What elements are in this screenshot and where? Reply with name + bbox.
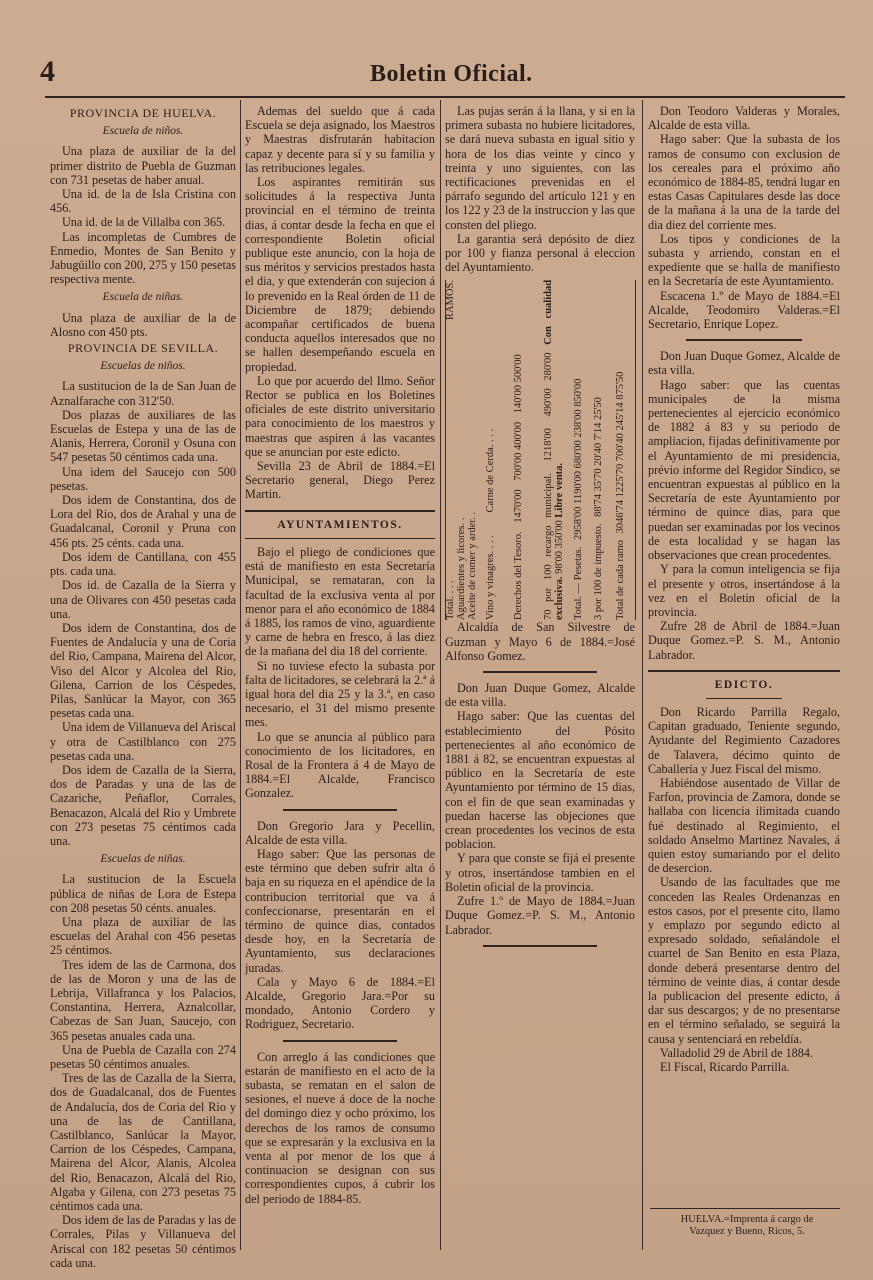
section-heading: EDICTO. [714,678,774,691]
table-cell: 140'00 [513,385,524,414]
table-subheading: Libre venta. [554,463,565,519]
table-cell: 25'50 [593,397,604,421]
table-col-total-ramo [615,280,635,620]
paragraph: Dos idem de Constantina, dos de Lora del Rio, dos de Arahal y una de Guadalcanal, Coronil y Pruna con 456 pts. 25 cénts. cada una. [50,493,236,550]
paragraph: La sustitucion de la de San Juan de Aznalfarache con 312'50. [50,379,236,408]
paragraph: Habiéndose ausentado de Villar de Farfon, provincia de Zamora, donde se hallaba con licencia ilimitada cuando fué destinado al Regimiento, el soldado Anselmo Martinez Navales, á quien estoy sumariando por el delito de desercion. [648,775,840,876]
separator-rule [483,945,597,947]
table-cell: 1470'00 [513,489,524,524]
paragraph: Bajo el pliego de condiciones que está de manifiesto en esta Secretaría Municipal, se remataran, con la facultad de la exclusiva venta al por menor para el año económico de 1884 á 1885, los ramos de vino, aguardiente y carne de hebra en fresco, á las diez de la mañana del dia 18 del corriente. [245,544,435,659]
printer-imprint [652,1214,842,1238]
paragraph: Con arreglo á las condiciones que estarán de manifiesto en el acto de la subasta, se rematan en el salon de sesiones, el nueve á doce de la noche del domingo diez y ocho próximo, los derechos de los ramos de consumo que se expresarán y la exclusiva en la venta al por menor de los que á continuacion se designan con sus correspondientes cupos, á cubrir los del periodo de 1884-85. [245,1049,435,1206]
column-1 [50,104,236,1270]
column-4 [648,104,840,1244]
table-cell: 875'50 [615,372,626,401]
table-col-total [573,280,593,620]
section-heading: PROVINCIA DE HUELVA. [69,106,217,120]
paragraph: Una plaza de auxiliar de la de Alosno con 450 pts. [50,310,236,339]
table-cell: 680'00 [573,440,584,469]
footer-rule [650,1208,840,1209]
paragraph: Una id. de la de Isla Cristina con 456. [50,187,236,216]
paragraph: Los aspirantes remitirán sus solicitudes á la respectiva Junta provincial en el término de treinta dias, á contar desde la fecha en que el correspondiente Boletin oficial publique este anuncio, con la hoja de sus méritos y servicios prestados hasta el dia, y que extenderán con sujecion á lo prevenido en la Real órden de 11 de Diciembre de 1879; debiendo acompañar certificados de buena conducta aquellos interesados que no se hallen desempeñando escuela en propiedad. [245,175,435,374]
imprint-line: HUELVA.=Imprenta á cargo de [680,1214,814,1225]
table-cell: 88'74 [593,494,604,518]
sub-heading: Escuela de niños. [102,125,184,138]
column-divider [440,100,441,1250]
signature: Alcaldía de San Silvestre de Guzman y Mayo 6 de 1884.=José Alfonso Gomez. [445,620,635,663]
paragraph: Una idem de Villanueva del Ariscal y otra de Castilblanco con 275 pesetas cada una. [50,720,236,763]
paragraph: Dos idem de las de Paradas y las de Corrales, Pilas y Villanueva del Ariscal con 182 pesetas 50 céntimos cada una. [50,1213,236,1270]
separator-rule [686,339,801,341]
column-divider [240,100,241,1250]
paragraph: Dos idem de Cantillana, con 455 pts. cada una. [50,549,236,579]
sub-heading: Escuelas de niños. [100,360,186,373]
table-header: Derechos del Tesoro. [513,531,524,621]
paragraph: Dos idem de Cazalla de la Sierra, dos de Paradas y una de las de Cazariche, Peñaflor, Corrales, Benacazon, Alcalá del Rio y Umbrete con 273 pesetas 75 céntimos cada una. [50,762,236,848]
page-title: Boletin Oficial. [370,61,533,87]
paragraph: La garantia será depósito de diez por 100 y fianza personal á eleccion del Ayuntamiento. [445,231,635,275]
paragraph: Ademas del sueldo que á cada Escuela se deja asignado, los Maestros y Maestras disfrutarán habitacion capaz y decente para sí y su familia y las retribuciones legales. [245,104,435,175]
separator-rule [283,1040,397,1042]
signature: El Fiscal, Ricardo Parrilla. [660,1060,790,1074]
table-cell: 2958'00 [573,507,584,541]
paragraph: Don Ricardo Parrilla Regalo, Capitan graduado, Teniente segundo, Ayudante del Regimiento Cazadores de Talavera, décimo quinto de Caballería y Juez Fiscal del mismo. [648,704,840,776]
table-cell: 1190'00 [573,471,584,505]
paragraph: Lo que por acuerdo del Ilmo. Señor Rector se publica en los Boletines oficiales de este distrito universitario para conocimiento de los maestros y maestras que aspiren á las vacantes que se anuncian por este edicto. [245,373,435,459]
paragraph: Don Juan Duque Gomez, Alcalde de esta villa. [445,681,635,710]
table-header: 70 por 100 recargo municipal. [543,473,554,621]
table-cell: 7'14 [593,423,604,441]
paragraph: Y para que conste se fijá el presente y otros, insertándose tambien en el Boletin oficial de la provincia. [445,851,635,894]
column-divider [642,100,643,1250]
paragraph: Si no tuviese efecto la subasta por falta de licitadores, se celebrará la 2.ª á igual hora del dia 25 y la 3.ª, en caso necesario, el 31 del mismo presente mes. [245,658,435,730]
paragraph: Tres de las de Cazalla de la Sierra, dos de Guadalcanal, dos de Fuentes de Andalucía, dos de Coria del Rio y una de las de Cantillana, Castilblanco, Sanlúcar la Mayor, Carrion de los Céspedes, Campana, Mairena del Alcor, Alanis, Alcolea del Rio, Benacazon, Alcalá del Rio, Algaba y Gilena, con 273 pesetas 75 céntimos cada una. [50,1071,236,1214]
paragraph: Las incompletas de Cumbres de Enmedio, Montes de San Benito y Jabugüillo con 200, 275 y 150 pesetas respectiva mente. [50,229,236,287]
column-2 [245,104,435,1244]
paragraph: Dos idem de Constantina, dos de Fuentes de Andalucía y una de Coria del Rio, Campana, Mairena del Alcor, Viso del Alcor y Alcolea del Rio, Gilena, Carrion de los Céspedes, Pilas, Sanlúcar la Mayor, con 365 pesetas cada una. [50,620,236,721]
section-heading: PROVINCIA DE SEVILLA. [67,341,219,356]
paragraph: Una plaza de auxiliar de las escuelas del Arahal con 456 pesetas 25 céntimos. [50,914,236,958]
table-cell: 238'00 [573,409,584,439]
signature: Cala y Mayo 6 de 1884.=El Alcalde, Gregorio Jara.=Por su mondado, Antonio Cordero y Rodriguez, Secretario. [245,974,435,1032]
table-cell: 35'70 [593,468,604,492]
paragraph: Usando de las facultades que me conceden las Reales Ordenanzas en estos casos, por el presente cito, llamo y emplazo por segundo edicto al expresado soldado, señalándole el cuartel de San Benito en esta Plaza, donde deberá presentarse dentro del término de veinte dias, á contar desde la publicacion del presente edicto, á dar sus descargos; y de no presentarse en el término señalado, se seguirá la causa y sentenciará en rebeldía. [648,875,840,1046]
table-cell: 350'00 [554,520,565,549]
section-rule [245,538,435,539]
page-number: 4 [40,55,55,88]
signature: Zufre 1.º de Mayo de 1884.=Juan Duque Gomez.=P. S. M., Antonio Labrador. [445,894,635,937]
table-cell: 500'00 [513,354,524,383]
table-col-impuesto [593,280,615,620]
paragraph: Hago saber: Que las personas de este término que deben sufrir alta ó baja en su riqueza en el apéndice de la contribucion territorial que va á confeccionarse, presentarán en el término de quince dias, contados desde hoy, en la Secretaría de Ayuntamiento, sus declaraciones juradas. [245,846,435,975]
table-col-ramos [445,280,485,620]
paragraph: Hago saber: Que la subasta de los ramos de consumo con exclusion de los cereales para el próximo año económico de 1884-85, tendrá lugar en estas Casas Capitulares desde las doce de la mañana á la una de la tarde del dia diez del corriente mes. [648,132,840,232]
sub-heading: Escuelas de niñas. [100,853,186,866]
paragraph: Don Gregorio Jara y Pecellin, Alcalde de esta villa. [245,818,435,847]
table-cell: 850'00 [573,379,584,408]
table-header: RAMOS. [445,280,456,321]
auction-table [445,280,635,620]
paragraph: Y para la comun inteligencia se fija el presente y otros, insertándose á la vez en el Boletin oficial de la provincia. [648,562,840,619]
table-cell: 98'00 [554,551,565,575]
column-3 [445,104,635,1244]
table-cell: 1225'70 [615,464,626,498]
table-cell: Aguardientes y licores. . [456,518,467,621]
table-cell: 490'00 [543,388,554,417]
table-cell: 3046'74 [615,500,626,534]
table-cell: 700'40 [615,433,626,462]
table-cell: 280'00 [543,352,554,382]
header-rule [45,96,845,98]
signature: Zufre 28 de Abril de 1884.=Juan Duque Gomez.=P. S. M., Antonio Labrador. [648,619,840,662]
section-heading: AYUNTAMIENTOS. [277,518,403,531]
paragraph: Tres idem de las de Carmona, dos de las de Moron y una de las de Lebrija, Villafranca y los Palacios, Constantina, Herrera, Aznalcollar, Cabezas de San Juan, Saucejo, con 365 pesetas anuales cada una. [50,957,236,1043]
paragraph: Una de Puebla de Cazalla con 274 pesetas 50 céntimos anuales. [50,1042,236,1071]
table-cell: 245'14 [615,402,626,431]
paragraph: La sustitucion de la Escuela pública de niñas de Lora de Estepa con 208 pesetas 50 cénts. anuales. [50,872,236,915]
paragraph: Valladolid 29 de Abril de 1884. [660,1045,813,1060]
page-header [40,55,850,95]
section-rule [245,510,435,512]
separator-rule [706,698,783,699]
imprint-line: Vazquez y Bueno, Ricos, 5. [689,1226,805,1237]
paragraph: Una plaza de auxiliar de la del primer distrito de Puebla de Guzman con 731 pesetas de haber anual. [50,144,236,187]
table-col-derechos [513,280,543,620]
table-subheading: Con cualidad exclusiva. [543,280,565,621]
separator-rule [483,671,597,673]
table-cell: Aceite de comer y arder. . [467,512,478,621]
table-header: Total. — Pesetas. [573,547,584,621]
separator-rule [283,809,397,811]
table-cell: 400'00 [513,422,524,451]
table-header: Total de cada ramo [615,540,626,621]
paragraph: Dos id. de Cazalla de la Sierra y una de Olivares con 450 pesetas cada una. [50,578,236,621]
paragraph: Una id. de la de Villalba con 365. [62,215,226,230]
table-cell: Carne de Cerda. . . . [485,429,496,513]
table-col-recargo [543,280,573,620]
paragraph: Hago saber: que las cuentas municipales de la misma pertenecientes al ejercicio económico de 1882 á 83 y su periodo de ampliacion, fijadas definitivamente por el Ayuntamiento de mi presidencia, prévio informe del Regidor Síndico, se encuentran expuestas al público en la Secretaría de este Ayuntamiento por término de quince dias, para que puedan ser examinadas por los vecinos de esta localidad y se hagan las observaciones que crean procedentes. [648,377,840,563]
paragraph: Lo que se anuncia al público para conocimiento de los licitadores, en Rosal de la Frontera á 4 de Mayo de 1884.=El Alcalde, Francisco Gonzalez. [245,729,435,801]
table-cell: Vino y vinagres. . . . [485,535,496,621]
table-col-ramos-2 [485,280,513,620]
paragraph: Los tipos y condiciones de la subasta y arriendo, constan en el expediente que se halla de manifiesto en la Secretaría de este Ayuntamiento. [648,231,840,289]
paragraph: Dos plazas de auxiliares de las Escuelas de Estepa y una de las de Alanis, Herrera, Coronil y Osuna con 547 pesetas 50 céntimos cada una. [50,407,236,465]
paragraph: Las pujas serán á la llana, y si en la primera subasta no hubiere licitadores, se dará nueva subasta en igual sitio y hora de los dias veinte y cinco y treinta y uno siguientes, con las rectificaciones prevenidas en el párrafo segundo del artículo 121 y en los 122 y 23 de la instruccion y las que consten del pliego. [445,104,635,232]
paragraph: Don Juan Duque Gomez, Alcalde de esta villa. [648,349,840,378]
table-header: 3 por 100 de impuesto. [593,523,604,621]
table-cell: 20'40 [593,443,604,467]
paragraph: Una idem del Saucejo con 500 pesetas. [50,464,236,493]
sub-heading: Escuela de niñas. [102,291,184,304]
signature: Escacena 1.º de Mayo de 1884.=El Alcalde, Teodomiro Valderas.=El Secretario, Enrique Lopez. [648,288,840,332]
table-cell: Total. . . . [445,580,456,621]
table-cell: 1218'00 [543,428,554,462]
paragraph: Don Teodoro Valderas y Morales, Alcalde de esta villa. [648,104,840,133]
section-rule [648,670,840,672]
signature: Sevilla 23 de Abril de 1884.=El Secretario general, Diego Perez Martin. [245,459,435,502]
paragraph: Hago saber: Que las cuentas del establecimiento del Pósito pertenecientes al año económico de 1881 á 82, se encuentran expuestas al público en la Secretaría de este Ayuntamiento por término de 15 dias, con el fin de que sean examinadas y puedan hacerse las objeciones que crean procedentes los vecinos de esta poblacion. [445,709,635,852]
table-cell: 700'00 [513,453,524,482]
